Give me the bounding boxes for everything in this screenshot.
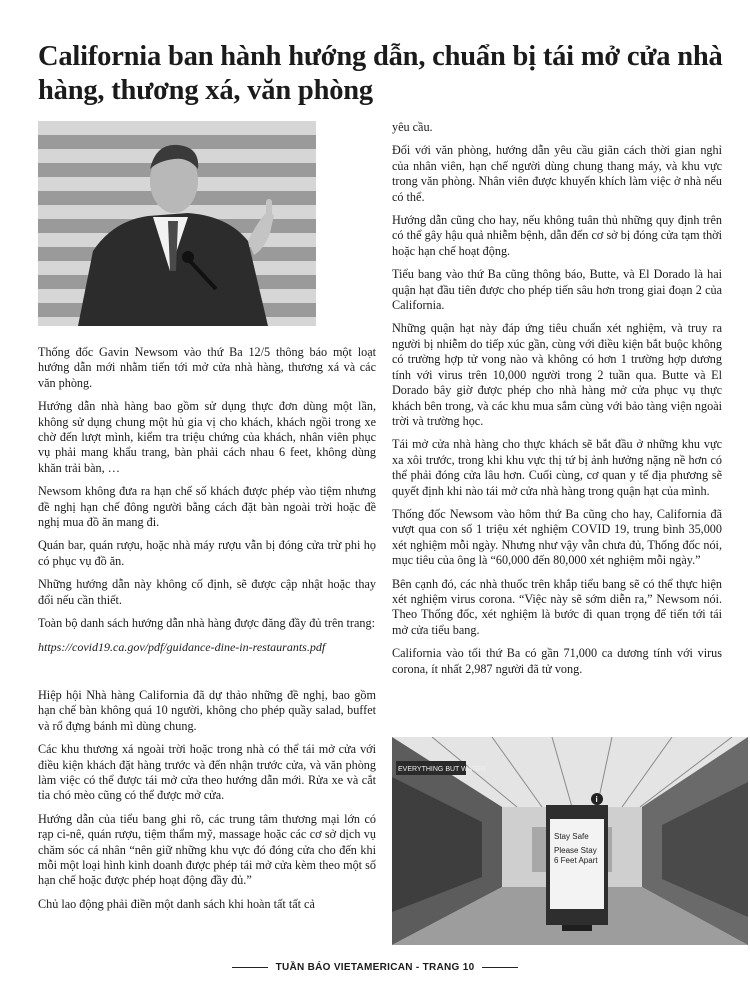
storefront-sign: EVERYTHING BUT WATER xyxy=(398,766,486,773)
paragraph: Quán bar, quán rượu, hoặc nhà máy rượu vẫn bị đóng cửa trừ phi họ có phục vụ đồ ăn. xyxy=(38,538,376,568)
paragraph: Tiểu bang vào thứ Ba cũng thông báo, Butte, và El Dorado là hai quận hạt đầu tiên được cho phép tiến sâu hơn trong giai đoạn 2 của California. xyxy=(392,267,722,313)
paragraph: Chủ lao động phải điền một danh sách khi hoàn tất tất cả xyxy=(38,896,315,911)
left-column-top xyxy=(38,345,376,663)
paragraph: Hướng dẫn của tiểu bang ghi rõ, các trung tâm thương mại lớn có rạp ci-nê, quán rượu, tiệm thẩm mỹ, massage hoặc các cơ sở dịch vụ chăm sóc cá nhân “nên giữ những khu vực đó đóng cửa cho đến khi mỗi một loại hình kinh doanh được phép tái mở cửa kèm theo một số hạn chế hoặc được phép hoạt động đầy đủ.” xyxy=(38,811,376,888)
governor-photo xyxy=(38,121,316,326)
footer-text: TUẦN BÁO VIETAMERICAN - TRANG 10 xyxy=(275,962,475,973)
paragraph: Những hướng dẫn này không cố định, sẽ được cập nhật hoặc thay đổi nếu cần thiết. xyxy=(38,577,376,607)
guidance-link[interactable]: https://covid19.ca.gov/pdf/guidance-dine-in-restaurants.pdf xyxy=(38,639,326,654)
footer-rule-right xyxy=(482,967,518,968)
paragraph: Những quận hạt này đáp ứng tiêu chuẩn xét nghiệm, và truy ra người bị nhiễm do tiếp xúc gần, cùng với điều kiện bắt buộc không có trường hợp tử vong nào và không có hơn 1 trường hợp dương tính với virus trên 10,000 người trong 2 tuần qua. Butte và El Dorado bây giờ được phép cho nhà hàng mở cửa phục vụ thực khách bên trong, và các khu mua sắm cùng với bảo tàng viện ngoài trời và trường học. xyxy=(392,321,722,428)
paragraph: Bên cạnh đó, các nhà thuốc trên khắp tiểu bang sẽ có thể thực hiện xét nghiệm virus corona. “Việc này sẽ sớm diễn ra,” Newsom nói. Theo Thống đốc, xét nghiệm là bước đi quan trọng để tiến tới tái mở cửa tiểu bang. xyxy=(392,576,722,637)
left-column-bottom xyxy=(38,688,376,920)
paragraph: Newsom không đưa ra hạn chế số khách được phép vào tiệm nhưng đề nghị hạn chế đông người bằng cách đặt bàn ngoài trời hoặc đề nghị mua đồ ăn mang đi. xyxy=(38,484,376,530)
paragraph: Toàn bộ danh sách hướng dẫn nhà hàng được đăng đầy đủ trên trang: xyxy=(38,616,375,631)
paragraph: Đối với văn phòng, hướng dẫn yêu cầu giãn cách thời gian nghỉ của nhân viên, hạn chế người dùng chung thang máy, và khu vực trong văn phòng. Nhân viên được khuyến khích làm việc ở nhà nếu có thể. xyxy=(392,143,722,204)
paragraph: Thống đốc Gavin Newsom vào thứ Ba 12/5 thông báo một loạt hướng dẫn mới nhằm tiến tới mở cửa nhà hàng, thương xá và các văn phòng. xyxy=(38,345,376,390)
paragraph: Hiệp hội Nhà hàng California đã dự thảo những đề nghị, bao gồm hạn chế bàn không quá 10 người, không cho phép quầy salad, buffet và rổ đựng bánh mì dùng chung. xyxy=(38,688,376,733)
mall-photo xyxy=(392,737,748,945)
sign-line-2: Please Stay xyxy=(554,846,597,855)
paragraph: yêu cầu. xyxy=(392,120,433,134)
paragraph: Hướng dẫn nhà hàng bao gồm sử dụng thực đơn dùng một lần, không sử dụng chung một hủ gia vị cho khách, khách ngồi trong xe chờ đến lượt mình, kiểm tra triệu chứng của khách, nhân viên phục vụ phải mang khẩu trang, bàn phải cách nhau 6 feet, không dùng khăn trải bàn, … xyxy=(38,399,376,475)
svg-text:i: i xyxy=(595,795,598,804)
sign-line-1: Stay Safe xyxy=(554,832,589,841)
paragraph: Tái mở cửa nhà hàng cho thực khách sẽ bắt đầu ở những khu vực xa xôi trước, trong khi khu vực thị tứ bị ảnh hưởng nặng nề hơn có thể phải đóng cửa lâu hơn. Cuối cùng, cơ quan y tế địa phương sẽ quyết định khi nào tái mở cửa nhà hàng trong quận hạt của mình. xyxy=(392,437,722,498)
paragraph: Thống đốc Newsom vào hôm thứ Ba cũng cho hay, California đã vượt qua con số 1 triệu xét nghiệm COVID 19, trung bình 35,000 xét nghiệm mỗi ngày. Nhưng như vậy vẫn chưa đủ, Thống đốc nói, mục tiêu của ông là “60,000 đến 80,000 xét nghiệm mỗi ngày.” xyxy=(392,506,722,568)
right-column xyxy=(392,120,722,685)
sign-line-3: 6 Feet Apart xyxy=(554,856,598,865)
paragraph: California vào tối thứ Ba có gần 71,000 ca dương tính với virus corona, ít nhất 2,987 người đã tử vong. xyxy=(392,646,722,676)
footer-rule-left xyxy=(232,967,268,968)
article-headline: California ban hành hướng dẫn, chuẩn bị tái mở cửa nhà hàng, thương xá, văn phòng xyxy=(38,41,723,106)
page-footer xyxy=(0,962,750,973)
paragraph: Các khu thương xá ngoài trời hoặc trong nhà có thể tái mở cửa với điều kiện khách đặt hàng trước và đến nhận trước cửa, và văn phòng làm việc có thể được tái mở cửa theo hướng dẫn mới. Rửa xe và cắt tỉa chó mèo cũng có thể được mở cửa. xyxy=(38,742,376,803)
paragraph: Hướng dẫn cũng cho hay, nếu không tuân thủ những quy định trên có thể gây hậu quả nhiễm bệnh, dẫn đến cơ sở bị đóng cửa tạm thời hoặc hạn chế hoạt động. xyxy=(392,213,722,258)
